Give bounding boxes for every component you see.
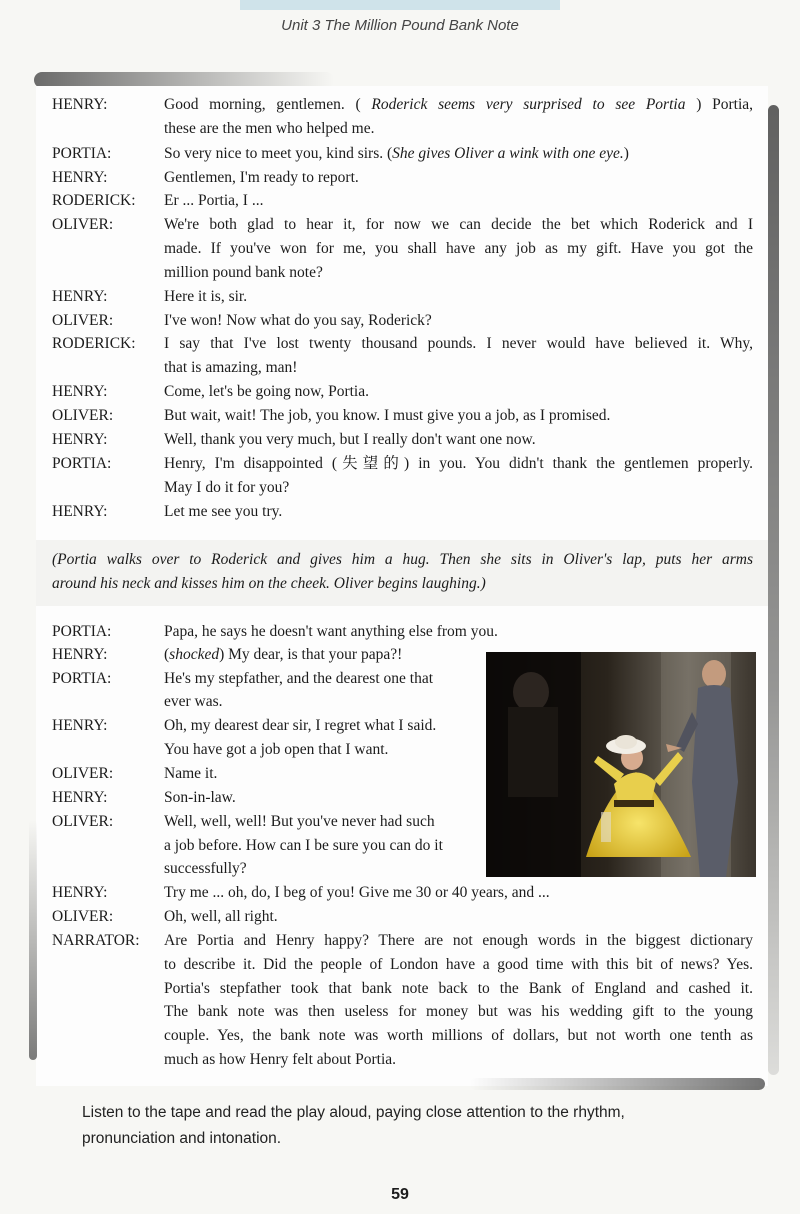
speaker-henry: HENRY: (52, 717, 108, 734)
speaker-henry: HENRY: (52, 884, 108, 901)
speaker-oliver: OLIVER: (52, 407, 114, 424)
speaker-oliver: OLIVER: (52, 908, 114, 925)
speaker-portia: PORTIA: (52, 455, 112, 472)
film-still-illustration (486, 652, 756, 877)
dialogue-line: Oh, well, all right. (164, 908, 278, 925)
dialogue-line: Gentlemen, I'm ready to report. (164, 169, 359, 186)
narration-line: Portia's stepfather took that bank note back to the Bank of England and cashed it. (164, 980, 753, 997)
speaker-roderick: RODERICK: (52, 335, 136, 352)
dialogue-line: So very nice to meet you, kind sirs. (She gives Oliver a wink with one eye.) (164, 145, 629, 162)
instruction-text: Listen to the tape and read the play aloud, paying close attention to the rhythm, (82, 1104, 625, 1121)
running-header: Unit 3 The Million Pound Bank Note (281, 17, 519, 34)
dialogue-line: Come, let's be going now, Portia. (164, 383, 369, 400)
instruction-text: pronunciation and intonation. (82, 1130, 282, 1147)
dialogue-line: I say that I've lost twenty thousand pounds. I never would have believed it. Why, (164, 335, 753, 352)
page-shadow-left (29, 820, 37, 1060)
top-color-strip (240, 0, 560, 10)
speaker-henry: HENRY: (52, 96, 108, 113)
stage-direction: around his neck and kisses him on the cheek. Oliver begins laughing.) (52, 575, 486, 592)
speaker-henry: HENRY: (52, 169, 108, 186)
dialogue-line: made. If you've won for me, you shall have any job as my gift. Have you got the (164, 240, 753, 257)
speaker-portia: PORTIA: (52, 670, 112, 687)
dialogue-line: ever was. (164, 693, 223, 710)
dialogue-line: Name it. (164, 765, 218, 782)
dialogue-line: May I do it for you? (164, 479, 290, 496)
speaker-henry: HENRY: (52, 789, 108, 806)
speaker-oliver: OLIVER: (52, 216, 114, 233)
film-still-photo (486, 652, 756, 877)
narration-line: much as how Henry felt about Portia. (164, 1051, 397, 1068)
speaker-henry: HENRY: (52, 503, 108, 520)
speaker-portia: PORTIA: (52, 623, 112, 640)
speaker-portia: PORTIA: (52, 145, 112, 162)
dialogue-line: Well, thank you very much, but I really don't want one now. (164, 431, 536, 448)
dialogue-line: Good morning, gentlemen. ( Roderick seems very surprised to see Portia ) Portia, (164, 96, 753, 113)
stage-direction: (Portia walks over to Roderick and gives him a hug. Then she sits in Oliver's lap, puts her arms (52, 551, 753, 568)
page-shadow-bottom (470, 1078, 765, 1090)
narration-line: couple. Yes, the bank note was worth millions of dollars, but not worth one tenth as (164, 1027, 753, 1044)
dialogue-line: He's my stepfather, and the dearest one that (164, 670, 434, 687)
dialogue-line: I've won! Now what do you say, Roderick? (164, 312, 432, 329)
speaker-henry: HENRY: (52, 383, 108, 400)
dialogue-line: a job before. How can I be sure you can do it (164, 837, 443, 854)
page-number: 59 (391, 1186, 409, 1203)
dialogue-line: Papa, he says he doesn't want anything else from you. (164, 623, 498, 640)
speaker-roderick: RODERICK: (52, 192, 136, 209)
dialogue-line: (shocked) My dear, is that your papa?! (164, 646, 403, 663)
speaker-oliver: OLIVER: (52, 312, 114, 329)
speaker-oliver: OLIVER: (52, 765, 114, 782)
speaker-henry: HENRY: (52, 431, 108, 448)
narration-line: to describe it. Did the people of London have a good time with this bit of news? Yes. (164, 956, 753, 973)
page-shadow-right (768, 105, 779, 1075)
dialogue-line: Oh, my dearest dear sir, I regret what I said. (164, 717, 437, 734)
speaker-narrator: NARRATOR: (52, 932, 140, 949)
dialogue-line: million pound bank note? (164, 264, 323, 281)
dialogue-line: Son-in-law. (164, 789, 236, 806)
narration-line: The bank note was then useless for money but was his wedding gift to the young (164, 1003, 753, 1020)
narration-line: Are Portia and Henry happy? There are not enough words in the biggest dictionary (164, 932, 753, 949)
dialogue-line: Er ... Portia, I ... (164, 192, 264, 209)
dialogue-line: Try me ... oh, do, I beg of you! Give me 30 or 40 years, and ... (164, 884, 550, 901)
dialogue-line: But wait, wait! The job, you know. I must give you a job, as I promised. (164, 407, 611, 424)
dialogue-line: that is amazing, man! (164, 359, 298, 376)
dialogue-line: Well, well, well! But you've never had such (164, 813, 435, 830)
dialogue-line: We're both glad to hear it, for now we can decide the bet which Roderick and I (164, 216, 753, 233)
dialogue-line: successfully? (164, 860, 247, 877)
speaker-henry: HENRY: (52, 646, 108, 663)
speaker-henry: HENRY: (52, 288, 108, 305)
dialogue-line: these are the men who helped me. (164, 120, 375, 137)
speaker-oliver: OLIVER: (52, 813, 114, 830)
dialogue-line: Here it is, sir. (164, 288, 248, 305)
dialogue-line: Henry, I'm disappointed (失望的) in you. You didn't thank the gentlemen properly. (164, 455, 753, 472)
dialogue-line: Let me see you try. (164, 503, 283, 520)
dialogue-line: You have got a job open that I want. (164, 741, 389, 758)
